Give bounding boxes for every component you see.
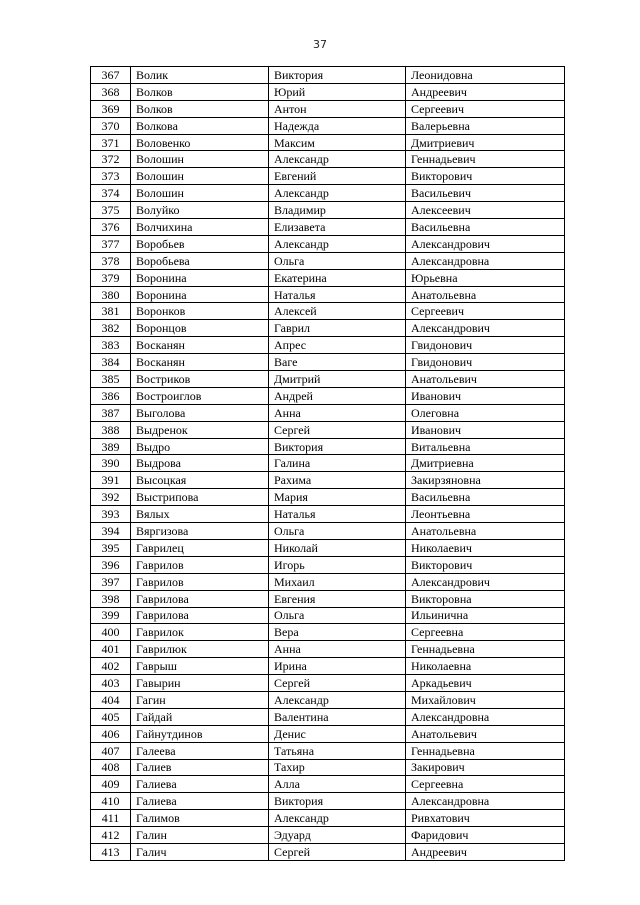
first-name-cell: Надежда — [269, 117, 406, 134]
patronymic-cell: Геннадьевна — [406, 742, 565, 759]
surname-cell: Воробьева — [131, 252, 269, 269]
first-name-cell: Елизавета — [269, 219, 406, 236]
row-number: 399 — [91, 607, 131, 624]
patronymic-cell: Анатольевна — [406, 286, 565, 303]
patronymic-cell: Викторович — [406, 168, 565, 185]
patronymic-cell: Иванович — [406, 387, 565, 404]
first-name-cell: Сергей — [269, 843, 406, 860]
first-name-cell: Антон — [269, 100, 406, 117]
patronymic-cell: Сергеевна — [406, 624, 565, 641]
row-number: 379 — [91, 269, 131, 286]
table-row — [91, 134, 565, 151]
first-name-cell: Владимир — [269, 202, 406, 219]
first-name-cell: Александр — [269, 691, 406, 708]
row-number: 404 — [91, 691, 131, 708]
surname-cell: Галин — [131, 827, 269, 844]
table-row — [91, 624, 565, 641]
surname-cell: Гагин — [131, 691, 269, 708]
table-row — [91, 810, 565, 827]
first-name-cell: Мария — [269, 489, 406, 506]
row-number: 402 — [91, 658, 131, 675]
row-number: 394 — [91, 523, 131, 540]
table-row — [91, 827, 565, 844]
table-row — [91, 523, 565, 540]
roster-table — [90, 66, 565, 861]
patronymic-cell: Дмитриевич — [406, 134, 565, 151]
surname-cell: Воронков — [131, 303, 269, 320]
surname-cell: Высоцкая — [131, 472, 269, 489]
surname-cell: Волошин — [131, 185, 269, 202]
table-row — [91, 708, 565, 725]
surname-cell: Выстрипова — [131, 489, 269, 506]
row-number: 373 — [91, 168, 131, 185]
table-row — [91, 675, 565, 692]
first-name-cell: Алла — [269, 776, 406, 793]
patronymic-cell: Геннадьевич — [406, 151, 565, 168]
row-number: 370 — [91, 117, 131, 134]
roster-body — [91, 67, 565, 861]
table-row — [91, 354, 565, 371]
patronymic-cell: Васильевич — [406, 185, 565, 202]
table-row — [91, 286, 565, 303]
surname-cell: Галиева — [131, 793, 269, 810]
surname-cell: Выдро — [131, 438, 269, 455]
first-name-cell: Апрес — [269, 337, 406, 354]
surname-cell: Галиев — [131, 759, 269, 776]
row-number: 409 — [91, 776, 131, 793]
row-number: 369 — [91, 100, 131, 117]
row-number: 412 — [91, 827, 131, 844]
patronymic-cell: Фаридович — [406, 827, 565, 844]
table-row — [91, 438, 565, 455]
row-number: 393 — [91, 506, 131, 523]
surname-cell: Галеева — [131, 742, 269, 759]
surname-cell: Гаврилов — [131, 556, 269, 573]
first-name-cell: Сергей — [269, 675, 406, 692]
surname-cell: Галиева — [131, 776, 269, 793]
surname-cell: Воронина — [131, 286, 269, 303]
table-row — [91, 641, 565, 658]
surname-cell: Гавырин — [131, 675, 269, 692]
patronymic-cell: Алексеевич — [406, 202, 565, 219]
row-number: 381 — [91, 303, 131, 320]
table-row — [91, 337, 565, 354]
patronymic-cell: Иванович — [406, 421, 565, 438]
table-row — [91, 320, 565, 337]
row-number: 389 — [91, 438, 131, 455]
first-name-cell: Николай — [269, 539, 406, 556]
table-row — [91, 691, 565, 708]
surname-cell: Вяргизова — [131, 523, 269, 540]
row-number: 371 — [91, 134, 131, 151]
table-row — [91, 573, 565, 590]
first-name-cell: Екатерина — [269, 269, 406, 286]
row-number: 384 — [91, 354, 131, 371]
first-name-cell: Сергей — [269, 421, 406, 438]
first-name-cell: Наталья — [269, 286, 406, 303]
first-name-cell: Ольга — [269, 607, 406, 624]
row-number: 382 — [91, 320, 131, 337]
patronymic-cell: Викторович — [406, 556, 565, 573]
surname-cell: Воронина — [131, 269, 269, 286]
row-number: 385 — [91, 371, 131, 388]
surname-cell: Волуйко — [131, 202, 269, 219]
row-number: 403 — [91, 675, 131, 692]
patronymic-cell: Александрович — [406, 573, 565, 590]
surname-cell: Волошин — [131, 168, 269, 185]
surname-cell: Восканян — [131, 354, 269, 371]
patronymic-cell: Викторовна — [406, 590, 565, 607]
row-number: 368 — [91, 83, 131, 100]
table-row — [91, 83, 565, 100]
patronymic-cell: Андреевич — [406, 83, 565, 100]
surname-cell: Гаврилок — [131, 624, 269, 641]
first-name-cell: Алексей — [269, 303, 406, 320]
patronymic-cell: Александровна — [406, 252, 565, 269]
row-number: 367 — [91, 67, 131, 84]
row-number: 380 — [91, 286, 131, 303]
table-row — [91, 556, 565, 573]
first-name-cell: Ирина — [269, 658, 406, 675]
patronymic-cell: Леонтьевна — [406, 506, 565, 523]
table-row — [91, 387, 565, 404]
row-number: 387 — [91, 404, 131, 421]
surname-cell: Восканян — [131, 337, 269, 354]
row-number: 386 — [91, 387, 131, 404]
patronymic-cell: Гвидонович — [406, 354, 565, 371]
table-row — [91, 404, 565, 421]
patronymic-cell: Анатольевна — [406, 523, 565, 540]
first-name-cell: Ольга — [269, 252, 406, 269]
patronymic-cell: Сергеевич — [406, 100, 565, 117]
table-row — [91, 793, 565, 810]
table-row — [91, 67, 565, 84]
first-name-cell: Александр — [269, 185, 406, 202]
patronymic-cell: Олеговна — [406, 404, 565, 421]
row-number: 377 — [91, 235, 131, 252]
first-name-cell: Тахир — [269, 759, 406, 776]
patronymic-cell: Юрьевна — [406, 269, 565, 286]
surname-cell: Гаврилец — [131, 539, 269, 556]
patronymic-cell: Закирович — [406, 759, 565, 776]
patronymic-cell: Анатольевич — [406, 725, 565, 742]
table-row — [91, 725, 565, 742]
patronymic-cell: Витальевна — [406, 438, 565, 455]
patronymic-cell: Васильевна — [406, 219, 565, 236]
table-row — [91, 776, 565, 793]
patronymic-cell: Дмитриевна — [406, 455, 565, 472]
first-name-cell: Виктория — [269, 438, 406, 455]
first-name-cell: Юрий — [269, 83, 406, 100]
surname-cell: Волик — [131, 67, 269, 84]
patronymic-cell: Ильинична — [406, 607, 565, 624]
surname-cell: Востроиглов — [131, 387, 269, 404]
first-name-cell: Анна — [269, 404, 406, 421]
surname-cell: Гаврыш — [131, 658, 269, 675]
first-name-cell: Александр — [269, 810, 406, 827]
first-name-cell: Валентина — [269, 708, 406, 725]
row-number: 400 — [91, 624, 131, 641]
first-name-cell: Виктория — [269, 793, 406, 810]
patronymic-cell: Гвидонович — [406, 337, 565, 354]
table-row — [91, 421, 565, 438]
row-number: 395 — [91, 539, 131, 556]
patronymic-cell: Александровна — [406, 708, 565, 725]
first-name-cell: Гаврил — [269, 320, 406, 337]
row-number: 372 — [91, 151, 131, 168]
patronymic-cell: Сергеевна — [406, 776, 565, 793]
patronymic-cell: Закирзяновна — [406, 472, 565, 489]
surname-cell: Волков — [131, 100, 269, 117]
patronymic-cell: Александрович — [406, 235, 565, 252]
first-name-cell: Эдуард — [269, 827, 406, 844]
first-name-cell: Александр — [269, 151, 406, 168]
table-row — [91, 658, 565, 675]
patronymic-cell: Аркадьевич — [406, 675, 565, 692]
patronymic-cell: Сергеевич — [406, 303, 565, 320]
table-row — [91, 100, 565, 117]
surname-cell: Выголова — [131, 404, 269, 421]
table-row — [91, 742, 565, 759]
table-row — [91, 759, 565, 776]
table-row — [91, 117, 565, 134]
first-name-cell: Михаил — [269, 573, 406, 590]
first-name-cell: Евгения — [269, 590, 406, 607]
row-number: 388 — [91, 421, 131, 438]
patronymic-cell: Александровна — [406, 793, 565, 810]
table-row — [91, 202, 565, 219]
surname-cell: Гаврилюк — [131, 641, 269, 658]
patronymic-cell: Валерьевна — [406, 117, 565, 134]
first-name-cell: Вера — [269, 624, 406, 641]
first-name-cell: Ольга — [269, 523, 406, 540]
first-name-cell: Наталья — [269, 506, 406, 523]
table-row — [91, 168, 565, 185]
first-name-cell: Татьяна — [269, 742, 406, 759]
surname-cell: Воловенко — [131, 134, 269, 151]
patronymic-cell: Анатольевич — [406, 371, 565, 388]
first-name-cell: Рахима — [269, 472, 406, 489]
row-number: 410 — [91, 793, 131, 810]
first-name-cell: Ваге — [269, 354, 406, 371]
table-row — [91, 235, 565, 252]
table-row — [91, 506, 565, 523]
first-name-cell: Александр — [269, 235, 406, 252]
surname-cell: Воробьев — [131, 235, 269, 252]
table-row — [91, 843, 565, 860]
page-number: 37 — [313, 38, 327, 51]
row-number: 375 — [91, 202, 131, 219]
surname-cell: Волчихина — [131, 219, 269, 236]
row-number: 405 — [91, 708, 131, 725]
row-number: 407 — [91, 742, 131, 759]
first-name-cell: Максим — [269, 134, 406, 151]
table-row — [91, 590, 565, 607]
row-number: 413 — [91, 843, 131, 860]
row-number: 408 — [91, 759, 131, 776]
table-row — [91, 219, 565, 236]
patronymic-cell: Ривхатович — [406, 810, 565, 827]
first-name-cell: Игорь — [269, 556, 406, 573]
surname-cell: Волков — [131, 83, 269, 100]
table-row — [91, 371, 565, 388]
surname-cell: Гайнутдинов — [131, 725, 269, 742]
patronymic-cell: Андреевич — [406, 843, 565, 860]
first-name-cell: Дмитрий — [269, 371, 406, 388]
first-name-cell: Денис — [269, 725, 406, 742]
surname-cell: Волкова — [131, 117, 269, 134]
row-number: 396 — [91, 556, 131, 573]
surname-cell: Волошин — [131, 151, 269, 168]
patronymic-cell: Николаевна — [406, 658, 565, 675]
surname-cell: Гаврилова — [131, 607, 269, 624]
surname-cell: Выдрова — [131, 455, 269, 472]
patronymic-cell: Михайлович — [406, 691, 565, 708]
row-number: 390 — [91, 455, 131, 472]
first-name-cell: Виктория — [269, 67, 406, 84]
surname-cell: Галич — [131, 843, 269, 860]
patronymic-cell: Васильевна — [406, 489, 565, 506]
surname-cell: Вялых — [131, 506, 269, 523]
row-number: 392 — [91, 489, 131, 506]
row-number: 401 — [91, 641, 131, 658]
first-name-cell: Анна — [269, 641, 406, 658]
row-number: 374 — [91, 185, 131, 202]
row-number: 397 — [91, 573, 131, 590]
surname-cell: Галимов — [131, 810, 269, 827]
surname-cell: Востриков — [131, 371, 269, 388]
surname-cell: Выдренок — [131, 421, 269, 438]
patronymic-cell: Николаевич — [406, 539, 565, 556]
table-row — [91, 303, 565, 320]
table-row — [91, 269, 565, 286]
table-row — [91, 607, 565, 624]
table-row — [91, 455, 565, 472]
table-row — [91, 539, 565, 556]
surname-cell: Гаврилов — [131, 573, 269, 590]
row-number: 378 — [91, 252, 131, 269]
first-name-cell: Андрей — [269, 387, 406, 404]
table-row — [91, 472, 565, 489]
first-name-cell: Галина — [269, 455, 406, 472]
surname-cell: Гайдай — [131, 708, 269, 725]
patronymic-cell: Александрович — [406, 320, 565, 337]
first-name-cell: Евгений — [269, 168, 406, 185]
patronymic-cell: Леонидовна — [406, 67, 565, 84]
row-number: 383 — [91, 337, 131, 354]
row-number: 411 — [91, 810, 131, 827]
table-row — [91, 252, 565, 269]
surname-cell: Гаврилова — [131, 590, 269, 607]
table-row — [91, 489, 565, 506]
row-number: 406 — [91, 725, 131, 742]
table-row — [91, 185, 565, 202]
table-row — [91, 151, 565, 168]
surname-cell: Воронцов — [131, 320, 269, 337]
row-number: 391 — [91, 472, 131, 489]
row-number: 398 — [91, 590, 131, 607]
patronymic-cell: Геннадьевна — [406, 641, 565, 658]
row-number: 376 — [91, 219, 131, 236]
